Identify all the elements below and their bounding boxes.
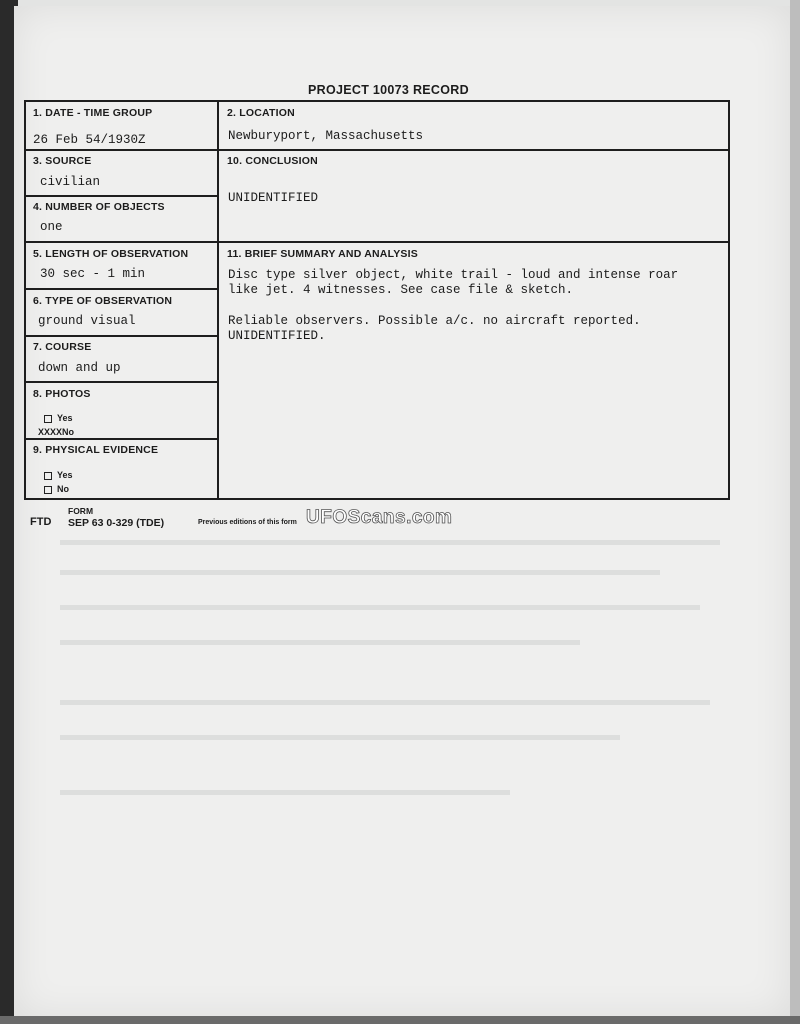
bleed-through-line (60, 735, 620, 740)
physical-evidence-no-option (44, 484, 69, 494)
conclusion-label: 10. CONCLUSION (227, 155, 318, 167)
location-value: Newburyport, Massachusetts (228, 129, 424, 143)
bleed-through-line (60, 700, 710, 705)
previous-editions-note: Previous editions of this form (198, 519, 297, 526)
bleed-through-line (60, 540, 720, 545)
photos-label: 8. PHOTOS (33, 388, 91, 400)
checkbox-icon (44, 486, 52, 494)
course-label: 7. COURSE (33, 341, 92, 353)
length-of-observation-label: 5. LENGTH OF OBSERVATION (33, 248, 189, 260)
checkbox-icon (44, 415, 52, 423)
form-code: SEP 63 0-329 (TDE) (68, 517, 165, 529)
source-value: civilian (40, 175, 101, 189)
divider (24, 335, 218, 337)
divider (24, 149, 218, 151)
location-label: 2. LOCATION (227, 107, 295, 119)
divider (24, 195, 218, 197)
conclusion-value: UNIDENTIFIED (228, 191, 319, 205)
type-of-observation-value: ground visual (38, 314, 136, 328)
bleed-through-line (60, 570, 660, 575)
divider (24, 381, 218, 383)
physical-evidence-no-text: No (57, 484, 69, 494)
source-label: 3. SOURCE (33, 155, 92, 167)
number-of-objects-label: 4. NUMBER OF OBJECTS (33, 201, 165, 213)
physical-evidence-yes-option (44, 470, 73, 480)
ftd-label: FTD (30, 516, 52, 528)
photos-yes-text: Yes (57, 413, 73, 423)
summary-line: UNIDENTIFIED. (228, 329, 326, 343)
divider (218, 149, 730, 151)
summary-line: Reliable observers. Possible a/c. no aircraft reported. (228, 314, 641, 328)
divider (24, 438, 218, 440)
form-label: FORM (68, 506, 94, 516)
date-time-group-label: 1. DATE - TIME GROUP (33, 107, 153, 119)
bleed-through-line (60, 790, 510, 795)
photos-no-option: XXXXNo (38, 427, 75, 437)
summary-line: Disc type silver object, white trail - loud and intense roar (228, 268, 679, 282)
scan-right-edge (790, 0, 800, 1024)
summary-label: 11. BRIEF SUMMARY AND ANALYSIS (227, 248, 418, 260)
checkbox-icon (44, 472, 52, 480)
physical-evidence-label: 9. PHYSICAL EVIDENCE (33, 444, 159, 456)
summary-body (228, 268, 718, 344)
type-of-observation-label: 6. TYPE OF OBSERVATION (33, 295, 173, 307)
physical-evidence-yes-text: Yes (57, 470, 73, 480)
course-value: down and up (38, 361, 121, 375)
divider (24, 288, 218, 290)
length-of-observation-value: 30 sec - 1 min (40, 267, 146, 281)
watermark: UFOScans.com (306, 507, 453, 528)
date-time-group-value: 26 Feb 54/1930Z (33, 133, 146, 147)
divider (24, 241, 730, 243)
document-title: PROJECT 10073 RECORD (308, 83, 469, 97)
number-of-objects-value: one (40, 220, 63, 234)
summary-line: like jet. 4 witnesses. See case file & sketch. (228, 283, 574, 297)
scan-bottom-edge (0, 1016, 800, 1024)
bleed-through-line (60, 640, 580, 645)
photos-yes-option (44, 413, 73, 423)
column-divider (217, 100, 219, 500)
bleed-through-line (60, 605, 700, 610)
